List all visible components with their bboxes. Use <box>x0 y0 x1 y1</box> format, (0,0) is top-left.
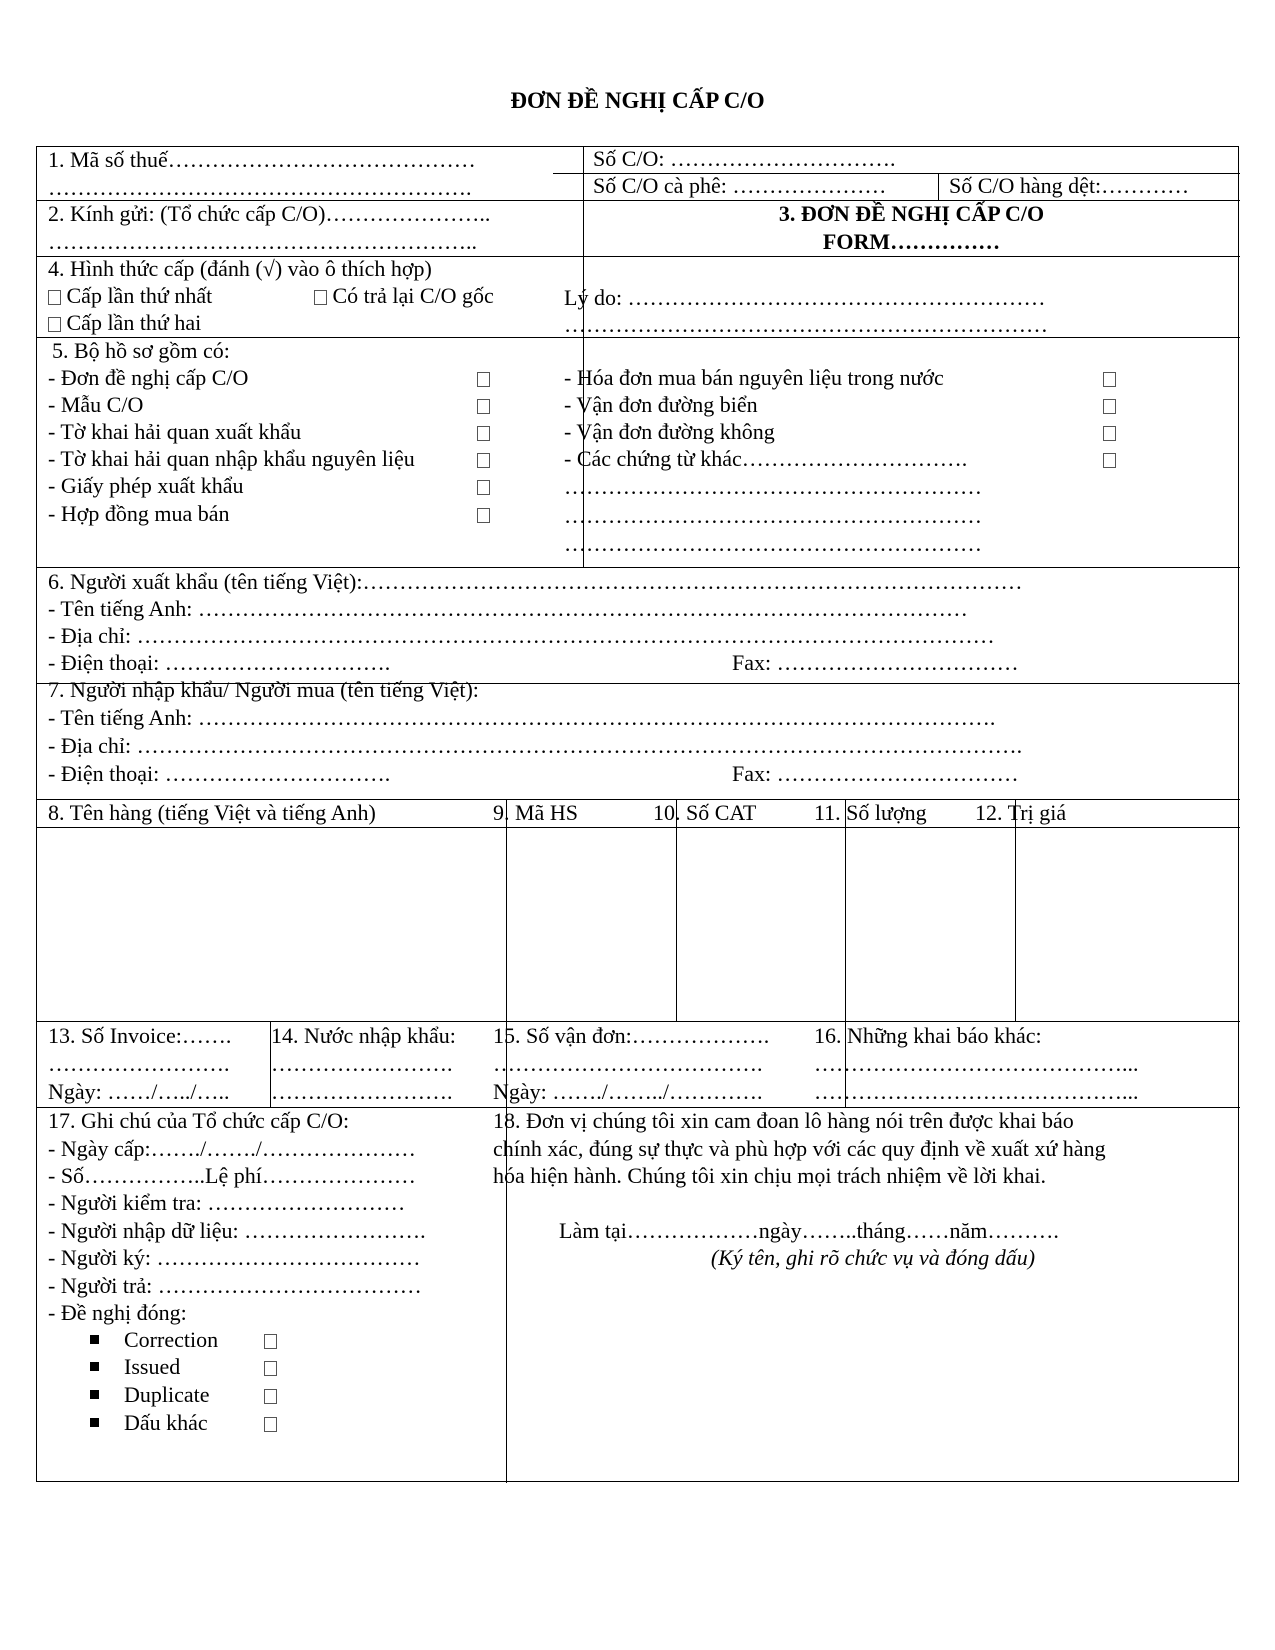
checkbox[interactable] <box>1103 391 1116 419</box>
checkbox[interactable] <box>477 500 490 528</box>
issuer-notes-heading: 17. Ghi chú của Tổ chức cấp C/O: <box>48 1108 350 1133</box>
place-date-field[interactable]: Làm tại………………ngày……..tháng……năm………. <box>559 1218 1059 1243</box>
option-label: Cấp lần thứ nhất <box>66 283 213 308</box>
bill-of-lading-date-field[interactable]: Ngày: ……./……../…………. <box>493 1079 763 1104</box>
checkbox[interactable] <box>264 1326 277 1354</box>
other-documents-field[interactable]: - Các chứng từ khác…………………………. <box>564 446 968 471</box>
recipient-field[interactable]: 2. Kính gửi: (Tổ chức cấp C/O)………………….. <box>48 201 491 226</box>
column-header-quantity: 11. Số lượng <box>814 800 927 825</box>
stamp-option-label: Duplicate <box>124 1382 210 1407</box>
divider <box>938 173 939 200</box>
importer-address-field[interactable]: - Địa chỉ: …………………………………………………………………………………………………………. <box>48 733 1023 758</box>
checkbox[interactable] <box>48 290 61 305</box>
other-declarations-heading: 16. Những khai báo khác: <box>814 1023 1042 1048</box>
issuance-type-heading: 4. Hình thức cấp (đánh (√) vào ô thích hợp) <box>48 256 432 281</box>
bill-of-lading-continuation[interactable]: ………………………………. <box>493 1051 763 1076</box>
invoice-date-field[interactable]: Ngày: ……/…../….. <box>48 1079 230 1104</box>
dossier-heading: 5. Bộ hồ sơ gồm có: <box>52 338 230 363</box>
import-country-continuation[interactable]: ……………………. <box>271 1079 453 1104</box>
dossier-item: - Đơn đề nghị cấp C/O <box>48 365 249 390</box>
checkbox[interactable] <box>264 1381 277 1409</box>
importer-phone-field[interactable]: - Điện thoại: …………………………. <box>48 761 391 786</box>
dossier-item: - Hợp đồng mua bán <box>48 501 230 526</box>
dossier-item: - Tờ khai hải quan xuất khẩu <box>48 419 302 444</box>
stamp-option-label: Issued <box>124 1354 181 1379</box>
issuance-option-return-original[interactable] <box>314 282 494 310</box>
column-header-hs-code: 9. Mã HS <box>493 800 578 825</box>
tax-code-field[interactable]: 1. Mã số thuế…………………………………… <box>48 147 476 172</box>
other-documents-continuation[interactable]: ………………………………………………… <box>564 531 982 556</box>
signer-field[interactable]: - Người ký: ……………………………… <box>48 1245 421 1270</box>
data-entry-field[interactable]: - Người nhập dữ liệu: ……………………. <box>48 1218 426 1243</box>
checkbox[interactable] <box>477 445 490 473</box>
form-heading: 3. ĐƠN ĐỀ NGHỊ CẤP C/O <box>778 201 1045 226</box>
co-number-field[interactable]: Số C/O: …………………………. <box>593 146 896 171</box>
stamp-option-label: Correction <box>124 1327 219 1352</box>
divider <box>676 799 677 1021</box>
other-documents-continuation[interactable]: ………………………………………………… <box>564 474 982 499</box>
other-declarations-field[interactable]: ……………………………………... <box>814 1051 1139 1076</box>
column-header-value: 12. Trị giá <box>975 800 1067 825</box>
inspector-field[interactable]: - Người kiểm tra: ……………………… <box>48 1190 406 1215</box>
signature-instruction: (Ký tên, ghi rõ chức vụ và đóng dấu) <box>710 1245 1036 1270</box>
importer-fax-field[interactable]: Fax: …………………………… <box>732 761 1019 786</box>
checkbox[interactable] <box>264 1353 277 1381</box>
exporter-phone-field[interactable]: - Điện thoại: …………………………. <box>48 650 391 675</box>
import-country-heading: 14. Nước nhập khẩu: <box>271 1023 456 1048</box>
other-declarations-continuation[interactable]: ……………………………………... <box>814 1079 1139 1104</box>
application-form <box>36 146 1239 1482</box>
reason-continuation[interactable]: ………………………………………………………… <box>564 312 1048 337</box>
option-label: Có trả lại C/O gốc <box>332 283 494 308</box>
declaration-text: hóa hiện hành. Chúng tôi xin chịu mọi trách nhiệm về lời khai. <box>493 1163 1046 1188</box>
exporter-name-vi-field[interactable]: 6. Người xuất khẩu (tên tiếng Việt):……………………………………………………………………………… <box>48 569 1023 594</box>
co-textile-field[interactable]: Số C/O hàng dệt:………… <box>949 173 1190 198</box>
divider <box>37 827 1240 828</box>
number-fee-field[interactable]: - Số……………..Lệ phí………………… <box>48 1163 416 1188</box>
dossier-item: - Hóa đơn mua bán nguyên liệu trong nước <box>564 365 944 390</box>
dossier-item: - Vận đơn đường không <box>564 419 775 444</box>
import-country-field[interactable]: ……………………. <box>271 1051 453 1076</box>
checkbox[interactable] <box>477 391 490 419</box>
stamp-request-heading: - Đề nghị đóng: <box>48 1300 187 1325</box>
checkbox[interactable] <box>1103 445 1116 473</box>
co-coffee-field[interactable]: Số C/O cà phê: ………………… <box>593 173 887 198</box>
declaration-text: 18. Đơn vị chúng tôi xin cam đoan lô hàng nói trên được khai báo <box>493 1108 1074 1133</box>
recipient-continuation[interactable]: ………………………………………………….. <box>48 229 477 254</box>
issuance-option-first[interactable] <box>48 282 212 310</box>
returner-field[interactable]: - Người trả: ……………………………… <box>48 1273 422 1298</box>
exporter-fax-field[interactable]: Fax: …………………………… <box>732 650 1019 675</box>
issue-date-field[interactable]: - Ngày cấp:……./……./………………… <box>48 1136 416 1161</box>
checkbox[interactable] <box>477 364 490 392</box>
checkbox[interactable] <box>1103 364 1116 392</box>
invoice-number-continuation[interactable]: ……………………. <box>48 1051 230 1076</box>
dossier-item: - Mẫu C/O <box>48 392 144 417</box>
dossier-item: - Tờ khai hải quan nhập khẩu nguyên liệu <box>48 446 415 471</box>
tax-code-continuation[interactable]: …………………………………………………. <box>48 175 472 200</box>
checkbox[interactable] <box>314 290 327 305</box>
checkbox[interactable] <box>477 472 490 500</box>
checkbox[interactable] <box>48 317 61 332</box>
column-header-cat-number: 10. Số CAT <box>653 800 757 825</box>
form-type-field[interactable]: FORM…………… <box>822 229 1001 254</box>
issuance-option-second[interactable] <box>48 309 201 337</box>
dossier-item: - Vận đơn đường biển <box>564 392 758 417</box>
stamp-option-label: Dấu khác <box>124 1410 208 1435</box>
declaration-text: chính xác, đúng sự thực và phù hợp với các quy định về xuất xứ hàng <box>493 1136 1106 1161</box>
bullet-icon <box>90 1362 99 1371</box>
option-label: Cấp lần thứ hai <box>66 310 202 335</box>
checkbox[interactable] <box>264 1409 277 1437</box>
checkbox[interactable] <box>1103 418 1116 446</box>
importer-heading: 7. Người nhập khẩu/ Người mua (tên tiếng Việt): <box>48 677 479 702</box>
dossier-item: - Giấy phép xuất khẩu <box>48 473 244 498</box>
importer-name-en-field[interactable]: - Tên tiếng Anh: ………………………………………………………………………………………………. <box>48 705 996 730</box>
reason-field[interactable]: Lý do: ………………………………………………… <box>564 285 1046 310</box>
document-title: ĐƠN ĐỀ NGHỊ CẤP C/O <box>510 88 765 113</box>
bullet-icon <box>90 1418 99 1427</box>
divider <box>1015 799 1016 1021</box>
checkbox[interactable] <box>477 418 490 446</box>
invoice-number-field[interactable]: 13. Số Invoice:……. <box>48 1023 232 1048</box>
bullet-icon <box>90 1335 99 1344</box>
other-documents-continuation[interactable]: ………………………………………………… <box>564 503 982 528</box>
exporter-address-field[interactable]: - Địa chỉ: ……………………………………………………………………………………………………… <box>48 623 995 648</box>
exporter-name-en-field[interactable]: - Tên tiếng Anh: …………………………………………………………………………………………… <box>48 596 968 621</box>
bullet-icon <box>90 1390 99 1399</box>
column-header-goods-name: 8. Tên hàng (tiếng Việt và tiếng Anh) <box>48 800 376 825</box>
bill-of-lading-field[interactable]: 15. Số vận đơn:………………. <box>493 1023 770 1048</box>
